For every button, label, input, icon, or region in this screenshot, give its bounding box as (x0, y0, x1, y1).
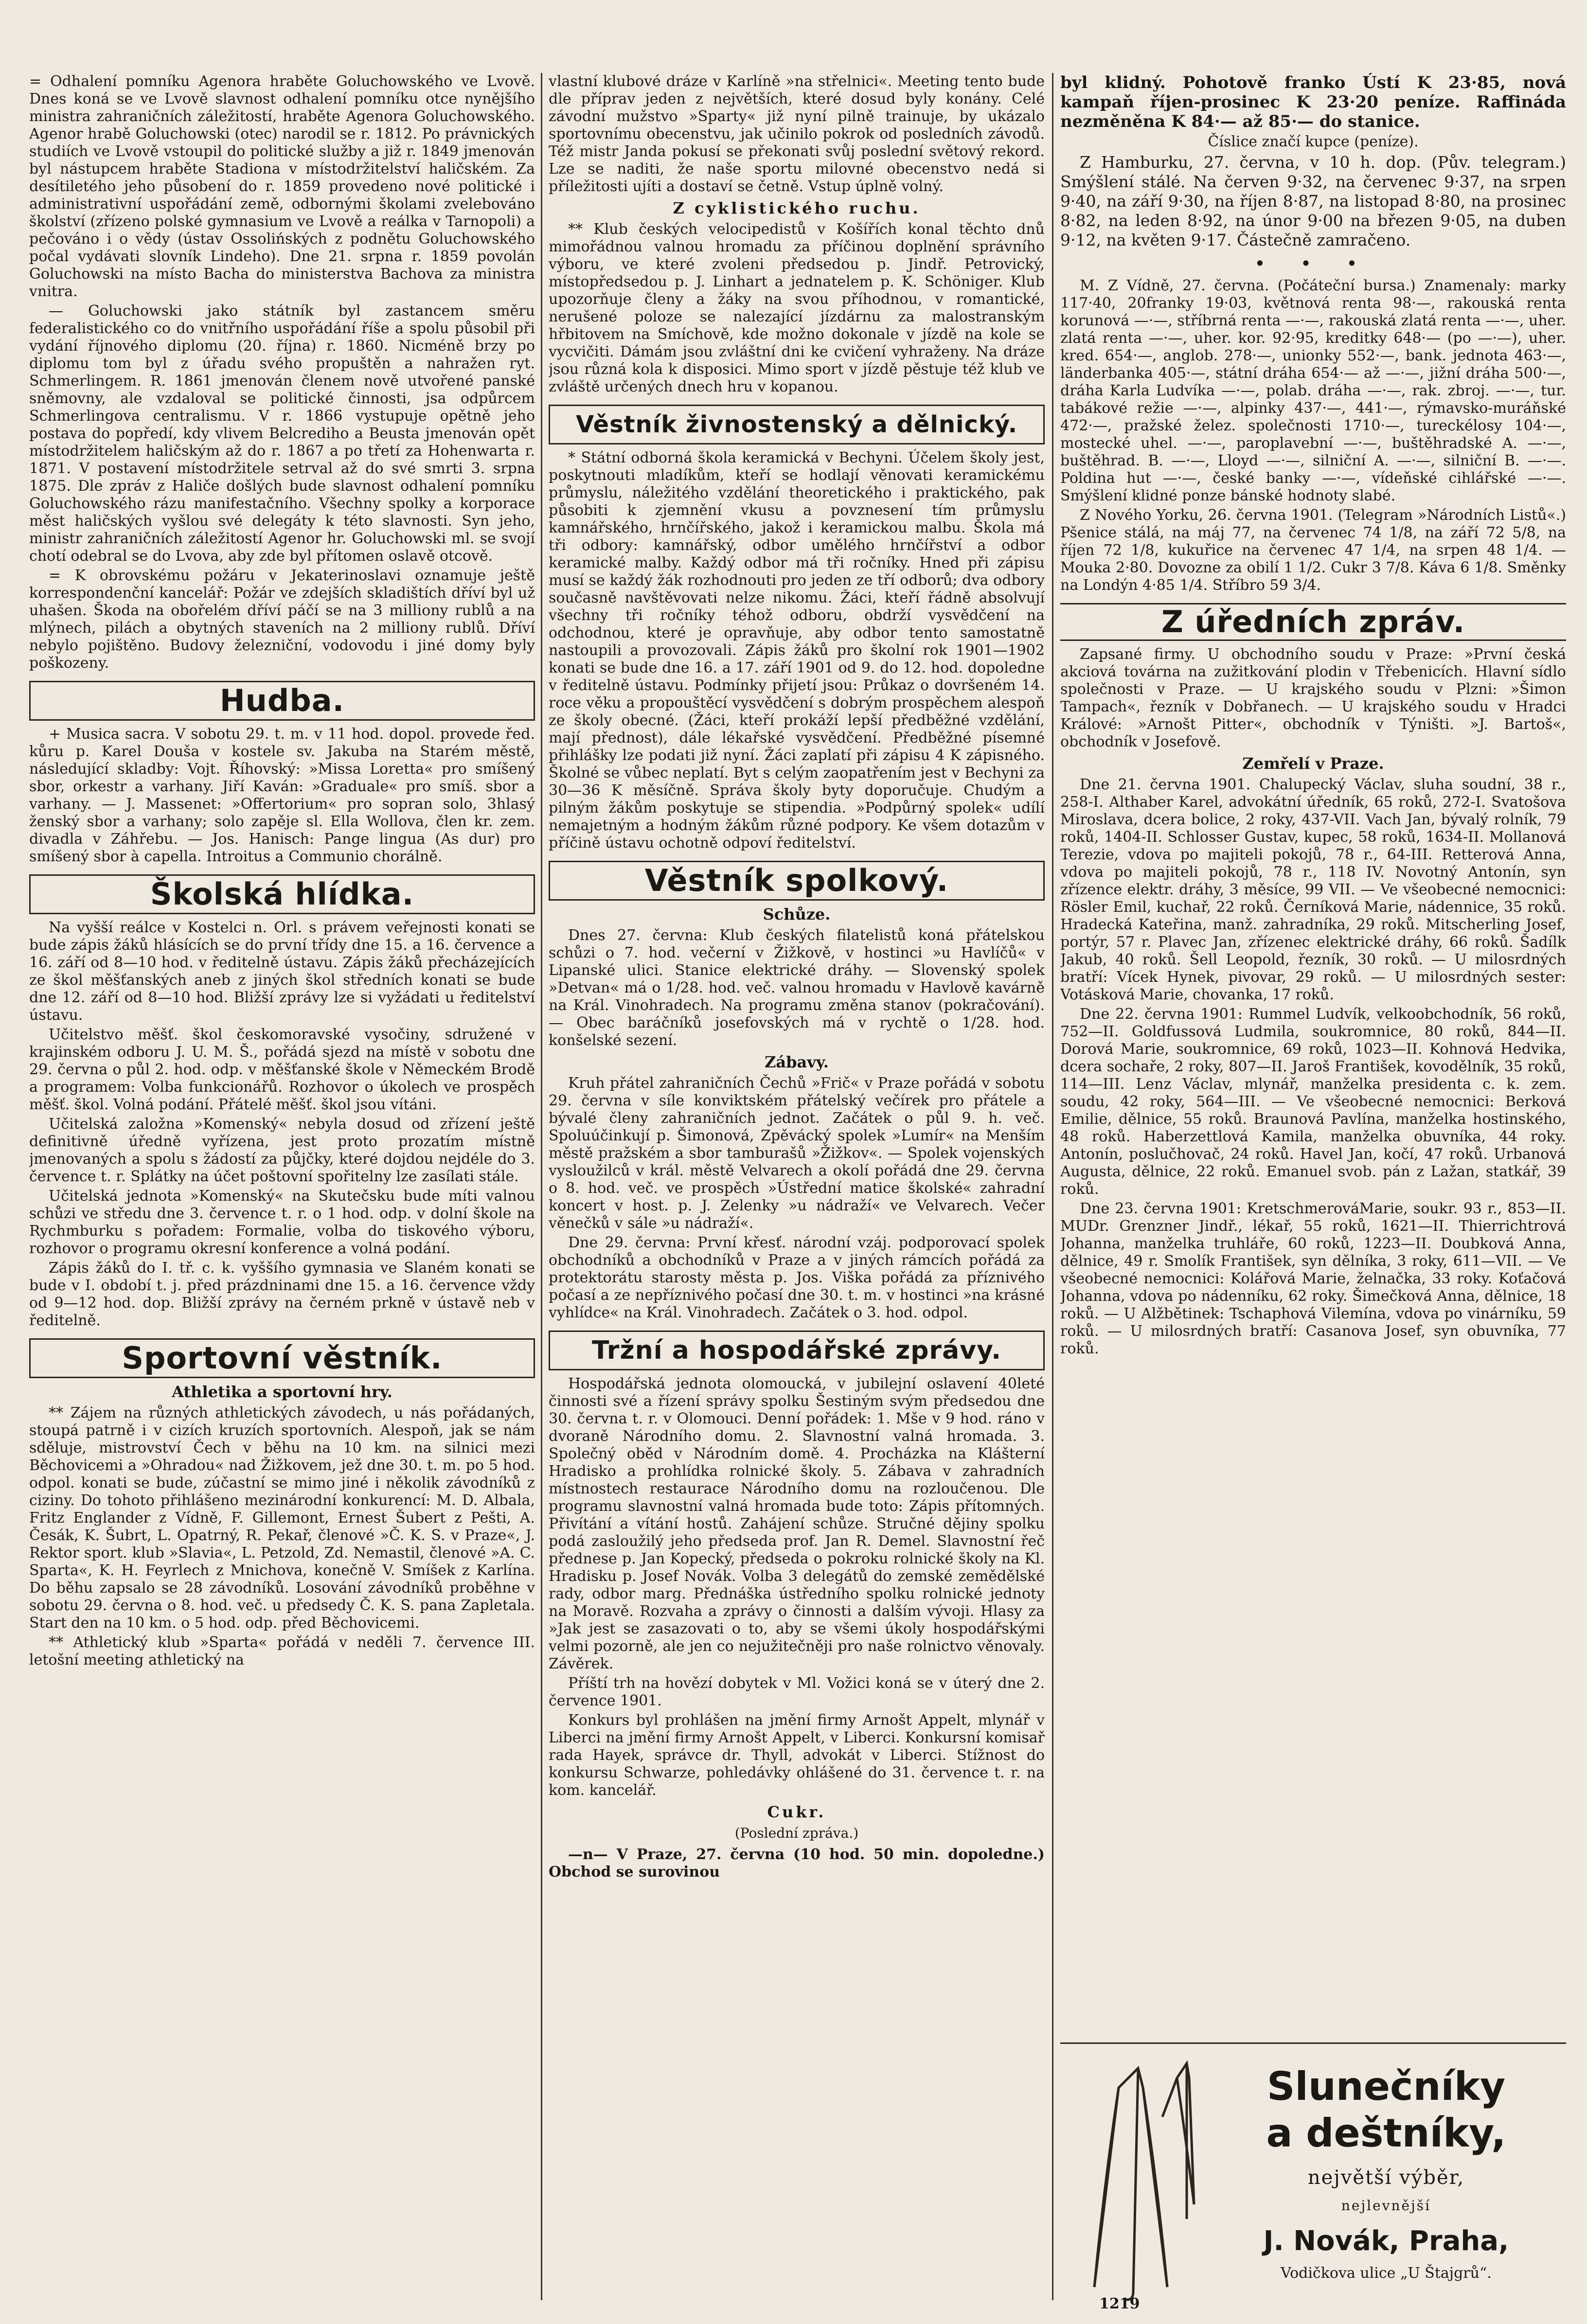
ad-address: Vodičkova ulice „U Štajgrů“. (1281, 2265, 1492, 2282)
article-ceramic-school: * Státní odborná škola keramická v Bechyni. Účelem školy jest, poskytnouti mladíkům, kteří se hodlají věnovati keramickému průmyslu, náležitého vzdělání theoretického i praktického, pak působiti k zjemnění vkusu a povznesení tím průmyslu kamnářského, hrnčířského, jakož i keramickou malbu. Škola má tři odbory: kamnářský, odbor umělého hrnčířství a odbor keramické malby. Každý odbor má tři ročníky. Hned při zápisu musí se každý žák rozhodnouti pro jeden ze tří odborů; dva odbory současně navštěvovati nelze nikomu. Žáci, kteří řádně absolvují všechny tři ročníky téhož odboru, obdrží vysvědčení na odchodnou, které je opravňuje, aby odbor tento samostatně nastoupili a provozovali. Zápis žáků pro školní rok 1901—1902 konati se bude dne 16. a 17. září 1901 od 9. do 12. hod. dopoledne v ředitelně ústavu. Podmínky přijetí jsou: Průkaz o dovršeném 14. roce věku a propouštěcí vysvědčení s dobrým prospěchem alespoň ze školy obecné. (Žáci, kteří prokáží lepší předběžné vzdělání, mají přednost), dále lékařské vysvědčení. Předběžné písemné přihlášky lze podati již nyní. Žáci zaplatí při zápisu 4 K zápisného. Školné se vůbec neplatí. Byt s celým zaopatřením jest v Bechyni za 30—36 K měsíčně. Správa školy byty doporučuje. Chudým a pilným žákům poskytuje se stipendia. »Podpůrný spolek« udílí nemajetným a hodným žákům různé podpory. Ke všem dotazům v příčině ústavu ochotně odpoví ředitelství. (549, 449, 1045, 852)
article-sparta-cont: vlastní klubové dráze v Karlíně »na střelnici«. Meeting tento bude dle příprav jeden z největších, které dosud byly konány. Celé závodní mužstvo »Sparty« již nyní pilně trainuje, by ukázalo sportovnímu obecenstvu, jak učinilo pokrok od posledních závodů. Též mistr Janda pokusí se překonati svůj poslední světový rekord. Lze se naditi, že naše sportu milovné obecenstvo nedá si příležitosti ujíti a dostaví se četně. Vstup úplně volný. (549, 73, 1045, 195)
section-heading-trade: Věstník živnostenský a dělnický. (549, 405, 1045, 444)
ad-text (1216, 2063, 1556, 2282)
subheading-sugar-note: (Poslední zpráva.) (734, 1825, 859, 1841)
article-market-1: Hospodářská jednota olomoucká, v jubilejní oslavení 40leté činnosti své a řízení správy spolku Šestiným svým předsedou dne 30. června t. r. v Olomouci. Denní pořádek: 1. Mše v 9 hod. ráno v dvoraně Národního domu. 2. Slavnostní valná hromada. 3. Společný oběd v Národním domě. 4. Procházka na Klášterní Hradisko a prohlídka rolnické školy. 5. Zábava v zahradních místnostech restaurace Národního domu na rozloučenou. Dle programu slavnostní valná hromada bude toto: Zápis přítomných. Přivítání a vítání hostů. Zahájení schůze. Stručné dějiny spolku podá zasloužilý jeho předseda prof. Jan R. Demel. Slavnostní řeč přednese p. Jan Kopecký, předseda o pokroku rolnické školy na Kl. Hradisku p. Josef Novák. Volba 3 delegátů do zemské zemědělské rady, odbor marg. Přednáška ústředního spolku rolnické jednoty na Moravě. Rozvaha a zprávy o činnosti a dalším vývoji. Hlasy za »Jak jest se zasazovati o to, aby se všemi úkoly hospodářskými velmi pozorně, ale jen co nejužitečněji pro naše rolnictvo věnovaly. Závěrek. (549, 1375, 1045, 1672)
umbrella-illustration (1065, 2058, 1211, 2302)
subheading-deceased: Zemřelí v Praze. (1242, 754, 1384, 773)
article-new-york: Z Nového Yorku, 26. června 1901. (Telegram »Národních Listů«.) Pšenice stálá, na máj 77, na červenec 74 1/8, na září 72 5/8, na říjen 72 1/8, kukuřice na červenec 47 1/4, na srpen 48 1/4. — Mouka 2·80. Dovozne za obilí 1 1/2. Cukr 3 7/8. Káva 6 1/8. Směnky na Londýn 4·85 1/4. Stříbro 59 3/4. (1060, 507, 1566, 594)
ad-title-umbrellas: a deštníky, (1266, 2111, 1506, 2156)
article-deceased-3: Dne 23. června 1901: KretschmerováMarie, soukr. 93 r., 853—II. MUDr. Grenzner Jindř., lékař, 55 roků, 1621—II. Thierrichtrová Johanna, manželka truhláře, 60 roků, 1223—II. Doubková Anna, dělnice, 49 r. Smolík František, syn dělníka, 3 roky, 611—VII. — Ve všeobecné nemocnici: Kolářová Marie, želnačka, 33 roky. Koťačová Johanna, vdova po nádenníku, 62 roky. Šimečková Anna, dělnice, 18 roků. — U Alžbětinek: Tschaphová Vilemína, vdova po vinárníku, 59 roků. — U milosrdných bratří: Casanova Josef, syn obuvníka, 77 roků. (1060, 1200, 1566, 1357)
article-market-3: Konkurs byl prohlášen na jmění firmy Arnošt Appelt, mlynář v Liberci na jmění firmy Arnošt Appelt, v Liberci. Konkursní komisař rada Hayek, správce dr. Thyll, advokát v Liberci. Stížnost do konkursu Schwarze, pohledávky ohlášené do 31. července t. r. na kom. kancelář. (549, 1712, 1045, 1799)
article-cycling: ** Klub českých velocipedistů v Košířích konal těchto dnů mimořádnou valnou hromadu za příčinou doplnění správního výboru, ve které zvoleni předsedou p. Jindř. Petrovický, místopředsedou p. J. Linhart a jednatelem p. K. Schöniger. Klub upozorňuje členy a žáky na svou příhodnou, v romantické, nerušené poloze se nalezající jízdárnu za malostranským hřbitovem na Smíchově, kde možno dokonale v jízdě na kole se vycvičiti. Dámám jsou zvláštní dni ke cvičení vyhraženy. Na dráze jsou různá kola k disposici. Mimo sport v jízdě pěstuje též klub ve zvláště určených dnech hru v kopanou. (549, 221, 1045, 395)
section-heading-school: Školská hlídka. (29, 874, 535, 914)
article-fire: = K obrovskému požáru v Jekaterinoslavi oznamuje ještě korrespondenční kancelář: Požár ve zdejších skladištích dříví byl už uhašen. Škoda na obořelém dříví páčí se na 3 milliony rublů a na mlýnech, pilách a obytných staveních na 2 milliony rublů. Dříví nebylo pojištěno. Budovy železniční, vodovodu i jiné domy byly poškozeny. (29, 567, 535, 672)
article-school-2: Učitelstvo měšť. škol českomoravské vysočiny, sdružené v krajinském odboru J. U. M. Š., pořádá sjezd na místě v sobotu dne 29. června o půl 2. hod. odp. v měšťanské škole v Německém Brodě a programem: Volba funkcionářů. Rozhovor o úkolech ve prospěch měšť. škol. Volná podání. Přátelé měšť. škol jsou vítáni. (29, 1026, 535, 1113)
article-sport-1: ** Zájem na různých athletických závodech, u nás pořádaných, stoupá patrně i v cizích kruzích sportovních. Alespoň, jak se nám sděluje, mistrovství Čech v běhu na 10 km. na silnici mezi Běchovicemi a »Ohradou« nad Žižkovem, jež dne 30. t. m. po 5 hod. odpol. konati se bude, zúčastní se mimo jiné i několik závodníků z ciziny. Do tohoto přihlášeno mezinárodní konkurencí: M. D. Albala, Fritz Englander z Vídně, F. Gillemont, Ernest Šubert z Pešti, A. Česák, K. Šubrt, L. Opatrný, R. Pekař, členové »Č. K. S. v Praze«, J. Rektor sport. klub »Slavia«, L. Petzold, Zd. Nemastil, členové »A. C. Sparta«, K. H. Feyrlech z Mnichova, konečně V. Smíšek z Karlína. Do běhu zapsalo se 28 závodníků. Losování závodníků proběhne v sobotu 29. června o 8. hod. več. u předsedy Č. K. S. pana Zapletala. Start den na 10 km. o 5 hod. odp. před Běchovicemi. (29, 1404, 535, 1632)
article-vienna-bourse: M. Z Vídně, 27. června. (Počáteční bursa.) Znamenaly: marky 117·40, 20franky 19·03, květnová renta 98·—, rakouská renta korunová —·—, stříbrná renta —·—, rakouská zlatá renta —·—, uher. zlatá renta —·—, uher. kor. 92·95, kreditky 648·— (po —·—), uher. kred. 654·—, anglob. 278·—, unionky 552·—, bank. jednota 463·—, länderbanka 405·—, státní dráha 654·— až —·—, jižní dráha 500·—, dráha Karla Ludvíka —·—, polab. dráha —·—, rak. zbroj. —·—, tur. tabákové režie —·—, alpinky 437·—, 441·—, rýmavsko-muráňské 472·—, pražské želez. společnosti 1710·—, tureckélosy 104·—, mostecké uhel. —·—, paroplavební —·—, buštěhradské A. —·—, buštěhrad. B. —·—, Lloyd —·—, silniční A. —·—, silniční B. —·—. Poldina hut —·—, české banky —·—, vídeňské cihlářské —·—. Smýšlení klidné ponze bánské hodnoty slabé. (1060, 277, 1566, 504)
column-middle (549, 73, 1045, 2290)
article-goluchowski: = Odhalení pomníku Agenora hraběte Goluchowského ve Lvově. Dnes koná se ve Lvově slavnost odhalení pomníku otce nynějšího ministra zahraničních záležitostí, hraběte Agenora Goluchowského. Agenor hrabě Goluchowski (otec) narodil se r. 1812. Po právnických studiích ve Lvově vstoupil do politické služby a již r. 1849 jmenován byl nástupcem hraběte Stadiona v místodržitelství haličském. Za desítiletého jeho působení do r. 1859 provedeno nové politické i administrativní uspořádání země, odbornými školami zvelebováno školství (zřízeno polské gymnasium ve Lvově a reálka v Tarnopoli) a pečováno i o vědy (ústav Ossolińských z podnětu Goluchowského počal vydávati slovník Lindeho). Dne 21. srpna r. 1859 povolán Goluchowski na místo Bacha do ministerstva Bachova za ministra vnitra. (29, 73, 535, 300)
article-goluchowski-cont: — Goluchowski jako státník byl zastancem směru federalistického co do vnitřního uspořádání říše a spolu působil při vydání říjnového diplomu (20. října) r. 1860. Nicméně brzy po diplomu tom byl z úřadu svého propuštěn a nahražen ryt. Schmerlingem. R. 1861 jmenován členem nově utvořené panské sněmovny, ale vzdaloval se politické činnosti, jsa odpůrcem Schmerlingova centralismu. V r. 1866 vystupuje opětně jeho postava do popředí, kdy vlivem Belcrediho a Beusta jmenován opět místodržitelem haličským až do r. 1867 a po třetí za Hohenwarta r. 1871. V postavení místodržitele setrval až do své smrti 3. srpna 1875. Dle zpráv z Haliče došlých bude slavnost odhalení pomníku Goluchowského rázu manifestačního. Všechny spolky a korporace měst haličských vyšlou své delegáty k této slavnosti. Syn jeho, ministr zahraničních záležitostí Agenor hr. Goluchowski ml. se svojí chotí odebral se do Lvova, aby zde byl přítomen oslavě otcově. (29, 302, 535, 565)
article-sugar: —n— V Praze, 27. června (10 hod. 50 min. dopoledne.) Obchod se surovinou (549, 1846, 1045, 1880)
column-rule (1052, 73, 1053, 2300)
subheading-cycling: Z cyklistického ruchu. (673, 199, 921, 217)
section-heading-market: Tržní a hospodářské zprávy. (549, 1331, 1045, 1370)
article-deceased-2: Dne 22. června 1901: Rummel Ludvík, velkoobchodník, 56 roků, 752—II. Goldfussová Ludmila, soukromnice, 80 roků, 844—II. Dorová Marie, soukromnice, 69 roků, 1023—II. Kohnová Hedvika, dcera sochaře, 2 roky, 807—II. Jaroš František, kovodělník, 35 roků, 114—III. Lenz Václav, mlynář, manželka presidenta c. k. zem. soudu, 42 roky, 564—III. — Ve všeobecné nemocnici: Berková Emilie, dělnice, 55 roků. Braunová Pavlína, manželka hostinského, 48 roků. Haberzettlová Kamila, manželka obuvníka, 44 roky. Antonín, poslučhovač, 24 roků. Havel Jan, kočí, 47 roků. Urbanová Augusta, dělnice, 22 roků. Emanuel svob. pán z Lažan, statkář, 39 roků. (1060, 1006, 1566, 1198)
advertisement-umbrellas (1060, 2028, 1566, 2306)
article-school-4: Učitelská jednota »Komenský« na Skutečsku bude míti valnou schůzi ve středu dne 3. července t. r. o 1 hod. odp. v dolní škole na Rychmburku s pořadem: Formalie, volba do tiskového výboru, rozhovor o programu okresní konference a volná podání. (29, 1188, 535, 1257)
column-left (29, 73, 535, 2290)
article-school-5: Zápis žáků do I. tř. c. k. vyššího gymnasia ve Slaném konati se bude v I. období t. j. před prázdninami dne 15. a 16. července vždy od 9—12 hod. dop. Bližší zprávy na černém prkně v ústavě neb v ředitelně. (29, 1260, 535, 1329)
subheading-meetings: Schůze. (763, 905, 831, 923)
ad-subtitle: největší výběr, (1307, 2166, 1465, 2189)
article-meetings: Dnes 27. června: Klub českých filatelistů koná přátelskou schůzi o 7. hod. večerní v Žižkově, v hostinci »u Havlíčů« v Lipanské ulici. Stanice elektrické dráhy. — Slovenský spolek »Detvan« má o 1/28. hod. več. valnou hromadu v Havlově kavárně na Král. Vinohradech. Na programu změna stanov (pokračování). — Obec baráčníků josefovských má v rychtě o 1/28. hod. konšelské sezení. (549, 927, 1045, 1049)
ad-title-parasols: Slunečníky (1266, 2064, 1506, 2109)
column-rule (541, 73, 542, 2300)
subheading-entertainment: Zábavy. (765, 1053, 829, 1071)
subheading-sugar: Cukr. (767, 1803, 826, 1821)
section-heading-clubs: Věstník spolkový. (549, 861, 1045, 901)
article-sport-2: ** Athletický klub »Sparta« pořádá v neděli 7. července III. letošní meeting athletický na (29, 1634, 535, 1668)
subheading-athletics: Athletika a sportovní hry. (172, 1383, 392, 1401)
ad-box (1060, 2042, 1566, 2306)
article-school-3: Učitelská založna »Komenský« nebyla dosud od zřízení ještě definitivně úředně vyřízena, jest proto prozatím místně jmenovaných a spolu s žádostí za půjčky, které dojdou nejdéle do 3. července t. r. Splátky na účet poštovní spořitelny lze zasílati stále. (29, 1116, 535, 1185)
ad-company-name: J. Novák, Praha, (1263, 2225, 1509, 2257)
article-sugar-cont: byl klidný. Pohotově franko Ústí K 23·85, nová kampaň říjen-prosinec K 23·20 peníze. Raffináda nezměněna K 84·— až 85·— do stanice. (1060, 73, 1566, 131)
price-note: Číslice značí kupce (peníze). (1208, 133, 1419, 150)
article-musica-sacra: + Musica sacra. V sobotu 29. t. m. v 11 hod. dopol. provede řed. kůru p. Karel Douša v kostele sv. Jakuba na Starém městě, následující skladby: Vojt. Říhovský: »Missa Loretta« pro smíšený sbor, orkestr a varhany. Jiří Kaván: »Graduale« pro smíš. sbor a varhany. — J. Massenet: »Offertorium« pro sopran solo, 3hlasý ženský sbor a varhany; solo zapěje sl. Ella Wollova, člen kr. zem. divadla v Záhřebu. — Jos. Hanisch: Pange lingua (As dur) pro smíšený sbor à capella. Introitus a Communio chorálně. (29, 726, 535, 865)
article-deceased-1: Dne 21. června 1901. Chalupecký Václav, sluha soudní, 38 r., 258-I. Althaber Karel, advokátní úředník, 65 roků, 272-I. Svatošova Miroslava, dcera bolice, 2 roky, 437-VII. Vach Jan, bývalý rolník, 79 roků, 1404-II. Schlosser Gustav, kupec, 58 roků, 1634-II. Mollanová Terezie, vdova po majiteli pokojů, 78 r., 64-III. Retterová Anna, vdova po majiteli pokojů, 78 r., 118 IV. Novotný Antonín, syn zřízence elektr. dráhy, 3 měsíce, 99 VII. — Ve všeobecné nemocnici: Rösler Emil, kuchař, 22 roků. Černíková Marie, nádennice, 35 roků. Hradecká Kateřina, manž. zahradníka, 29 roků. Mitscherling Josef, portýr, 57 r. Plavec Jan, zřízenec elektrické dráhy, 66 roků. Šadílk Jakub, 40 roků. Šell Leopold, řezník, 30 roků. — U milosrdných bratří: Vícek Hynek, pivovar, 29 roků. — U milosrdných sester: Votásková Marie, chovanka, 17 roků. (1060, 776, 1566, 1003)
article-registered-firms: Zapsané firmy. U obchodního soudu v Praze: »První česká akciová továrna na zužitkování plodin v Třebenicích. Hlavní sídlo společnosti v Praze. — U krajského soudu v Plzni: »Šimon Tampach«, řezník v Dobřanech. — U krajského soudu v Hradci Králové: »Arnošt Pitter«, obchodník v Týništi. »J. Bartoš«, obchodník v Josefově. (1060, 646, 1566, 750)
page-number: 1219 (1099, 2295, 1140, 2312)
ad-cheapest: nejlevnější (1341, 2198, 1431, 2214)
article-entertainment-2: Dne 29. června: První křesť. národní vzáj. podporovací spolek obchodníků a obchodníků v Praze a v jiných rámcích pořádá za protektorátu starosty města p. Jos. Viška pořádá za příznivého počasí a ze nepříznivého počasí dne 30. t. m. v hostinci »na krásné vyhlídce« na Král. Vinohradech. Začátek o 3. hod. odpol. (549, 1234, 1045, 1321)
article-entertainment-1: Kruh přátel zahraničních Čechů »Frič« v Praze pořádá v sobotu 29. června v síle konviktském přátelský večírek pro přátele a bývalé členy zahraničních jednot. Začátek o půl 9. h. več. Spoluúčinkují p. Šimonová, Zpěvácký spolek »Lumír« na Menším městě pražském a sbor tamburašů »Žižkov«. — Spolek vojenských vysloužilců v král. městě Velvarech a okolí pořádá dne 29. června o 8. hod. več. ve prospěch »Ústřední matice školské« zahradní koncert v host. p. J. Zelenky »u nádraží« ve Velvarech. Večer věnečků v sále »u nádraží«. (549, 1075, 1045, 1232)
section-heading-music: Hudba. (29, 681, 535, 721)
article-hamburg: Z Hamburku, 27. června, v 10 h. dop. (Pův. telegram.) Smýšlení stálé. Na červen 9·32, na červenec 9·37, na srpen 9·40, na září 9·30, na říjen 8·87, na listopad 8·80, na prosinec 8·82, na leden 8·92, na únor 9·00 na březen 9·05, na duben 9·12, na květen 9·17. Částečně zamračeno. (1060, 153, 1566, 249)
separator-stars: • • • (1254, 253, 1372, 274)
article-school-1: Na vyšší reálce v Kostelci n. Orl. s právem veřejnosti konati se bude zápis žáků hlásících se do první třídy dne 15. a 16. července a 16. září od 8—10 hod. v ředitelně ústavu. Zápis žáků přecházejících ze škol měšťanských aneb z jiných škol středních konati se bude dne 12. září od 8—10 hod. Bližší zprávy lze si vyžádati u ředitelství ústavu. (29, 919, 535, 1024)
article-market-2: Příští trh na hovězí dobytek v Ml. Vožici koná se v úterý dne 2. července 1901. (549, 1675, 1045, 1709)
section-heading-sport: Sportovní věstník. (29, 1338, 535, 1378)
column-right (1060, 73, 1566, 2290)
section-heading-official: Z úředních zpráv. (1060, 603, 1566, 641)
